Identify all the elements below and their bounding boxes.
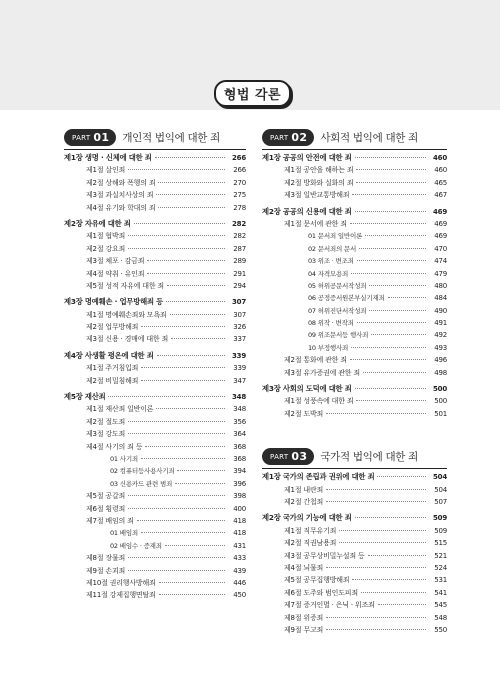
toc-entry-title: 제1절 내란죄 (284, 485, 324, 494)
toc-entry-title: 제7절 증거인멸 · 은닉 · 위조죄 (284, 601, 375, 610)
toc-entry-title: 제3절 일반교통방해죄 (284, 191, 350, 200)
toc-page-number: 480 (434, 281, 447, 290)
dot-leader (352, 579, 426, 580)
part-block (64, 128, 246, 603)
toc-page-number: 496 (434, 356, 447, 365)
toc-entry-title: 제3절 신용 · 경매에 대한 죄 (86, 335, 169, 344)
part-title: 개인적 법익에 대한 죄 (122, 132, 221, 144)
toc-section[interactable] (64, 590, 246, 602)
toc-entry-title: 제2장 공공의 신용에 대한 죄 (262, 206, 352, 216)
toc-entry-title: 08 위작 · 변작죄 (308, 319, 354, 328)
dot-leader (128, 495, 225, 496)
toc-section[interactable] (262, 485, 447, 497)
dot-leader (363, 372, 426, 373)
toc-page-number: 282 (233, 232, 246, 241)
toc-section[interactable] (262, 588, 447, 600)
toc-entry-title: 06 공정증서원본부실기재죄 (308, 294, 385, 303)
toc-entry-title: 제3절 강도죄 (86, 430, 126, 439)
dot-leader (141, 532, 225, 533)
dot-leader (355, 211, 426, 212)
toc-entry-title: 제1절 직무유기죄 (284, 526, 337, 535)
toc-entry-title: 제7절 배임의 죄 (86, 516, 134, 525)
toc-section[interactable] (64, 165, 246, 177)
toc-page-number: 266 (231, 154, 246, 162)
toc-page-number: 531 (434, 576, 447, 585)
dot-leader (350, 359, 426, 360)
toc-entry-title: 제8절 위증죄 (284, 613, 324, 622)
toc-entry-title: 제10절 권리행사방해죄 (86, 578, 156, 587)
toc-chapter[interactable] (262, 384, 447, 396)
dot-leader (159, 594, 225, 595)
toc-subsection[interactable] (262, 343, 447, 355)
dot-leader (128, 248, 225, 249)
toc-entry-title: 제2절 비밀침해죄 (86, 376, 139, 385)
toc-page-number: 545 (434, 601, 447, 610)
toc-chapter[interactable] (64, 153, 246, 165)
dot-leader (159, 582, 225, 583)
dot-leader (141, 380, 225, 381)
dot-leader (155, 157, 225, 158)
toc-entry-title: 02 문서죄의 문서 (308, 244, 357, 253)
toc-section[interactable] (64, 417, 246, 429)
toc-section[interactable] (262, 190, 447, 202)
dot-leader (137, 520, 225, 521)
toc-section[interactable] (262, 551, 447, 563)
part-number: 03 (291, 450, 308, 464)
toc-entry-title: 제2장 국가의 기능에 대한 죄 (262, 513, 352, 523)
part-block (262, 447, 447, 637)
toc-page-number: 469 (432, 207, 447, 216)
part-header (262, 128, 447, 147)
toc-entry-title: 제1장 국가의 존립과 권위에 대한 죄 (262, 472, 375, 482)
dot-leader (177, 470, 225, 471)
toc-chapter[interactable] (64, 351, 246, 363)
dot-leader (141, 367, 225, 368)
toc-page-number: 460 (434, 166, 447, 175)
toc-section[interactable] (64, 281, 246, 293)
toc-entry-title: 제8절 장물죄 (86, 554, 126, 563)
toc-entry-title: 제4절 사기의 죄 등 (86, 442, 143, 451)
toc-section[interactable] (64, 269, 246, 281)
toc-page-number: 491 (434, 319, 447, 328)
toc-page-number: 307 (231, 298, 246, 307)
toc-chapter[interactable] (262, 472, 447, 484)
dot-leader (156, 408, 225, 409)
toc-entry-title: 제5장 재산죄 (64, 392, 106, 402)
dot-leader (326, 413, 426, 414)
toc-entry-title: 제1절 공안을 해하는 죄 (284, 166, 354, 175)
toc-page-number: 418 (233, 529, 246, 538)
part-header (262, 447, 447, 466)
toc-entry-title: 제1절 명예훼손죄와 모욕죄 (86, 310, 167, 319)
toc-page-number: 337 (233, 335, 246, 344)
toc-entry-title: 제6절 도주와 범인도피죄 (284, 588, 358, 597)
dot-leader (128, 433, 225, 434)
dot-leader (158, 207, 225, 208)
toc-page-number: 287 (233, 244, 246, 253)
toc-entry-title: 제3절 유가증권에 관한 죄 (284, 368, 360, 377)
toc-page-number: 509 (434, 526, 447, 535)
toc-chapter[interactable] (262, 153, 447, 165)
toc-entry-title: 제6절 횡령죄 (86, 504, 126, 513)
part-title: 국가적 법익에 대한 죄 (320, 451, 419, 464)
dot-leader (365, 235, 426, 236)
toc-page-number: 400 (233, 504, 246, 513)
toc-entry-title: 04 자격모용죄 (308, 269, 349, 278)
toc-section[interactable] (64, 334, 246, 346)
toc-subsection[interactable] (64, 541, 246, 553)
toc-entry-title: 제3절 공무상비밀누설죄 등 (284, 551, 365, 560)
toc-page-number: 515 (434, 539, 447, 548)
toc-page-number: 541 (434, 588, 447, 597)
dot-leader (147, 273, 225, 274)
dot-leader (369, 285, 426, 286)
dot-leader (351, 347, 426, 348)
toc-page-number: 339 (233, 364, 246, 373)
dot-leader (371, 334, 426, 335)
toc-entry-title: 제3절 체포 · 감금죄 (86, 257, 145, 266)
dot-leader (355, 157, 426, 158)
toc-page-number: 484 (434, 294, 447, 303)
toc-entry-title: 02 배임수 · 증재죄 (110, 541, 162, 550)
dot-leader (356, 182, 426, 183)
dot-leader (158, 182, 225, 183)
dot-leader (108, 396, 225, 397)
toc-entry-title: 05 허위공문서작성죄 (308, 281, 367, 290)
toc-entry-title: 제2장 자유에 대한 죄 (64, 218, 131, 228)
toc-entry-title: 제2절 간첩죄 (284, 497, 324, 506)
toc-section[interactable] (262, 178, 447, 190)
dot-leader (357, 260, 426, 261)
toc-page-number: 493 (434, 343, 447, 352)
toc-page-number: 275 (233, 191, 246, 200)
toc-subsection[interactable] (262, 293, 447, 305)
toc-entry-title: 02 컴퓨터등사용사기죄 (110, 467, 175, 476)
toc-page-number: 460 (432, 154, 447, 162)
dot-leader (128, 570, 225, 571)
part-number: 01 (93, 131, 110, 144)
toc-page-number: 396 (233, 479, 246, 488)
toc-entry-title: 제5절 공무집행방해죄 (284, 576, 350, 585)
part-badge-prefix: PART (270, 452, 289, 461)
toc-page-number: 368 (233, 454, 246, 463)
toc-subsection[interactable] (262, 231, 447, 243)
dot-leader (165, 545, 225, 546)
toc-section[interactable] (262, 563, 447, 575)
toc-page-number: 474 (434, 257, 447, 266)
dot-leader (128, 421, 225, 422)
toc-section[interactable] (262, 165, 447, 177)
toc-page-number: 294 (233, 281, 246, 290)
toc-section[interactable] (64, 578, 246, 590)
toc-entry-title: 제1절 성풍속에 대한 죄 (284, 397, 354, 406)
toc-section[interactable] (64, 244, 246, 256)
dot-leader (326, 629, 426, 630)
toc-column-right (262, 128, 447, 637)
toc-page-number: 348 (231, 393, 246, 402)
toc-subsection[interactable] (262, 281, 447, 293)
dot-leader (361, 592, 426, 593)
toc-page-number: 398 (233, 492, 246, 501)
dot-leader (157, 355, 225, 356)
toc-section[interactable] (262, 613, 447, 625)
toc-entry-title: 제4장 사생활 평온에 대한 죄 (64, 350, 154, 360)
toc-entry-title: 제1장 생명 · 신체에 대한 죄 (64, 153, 152, 162)
dot-leader (141, 326, 225, 327)
toc-subsection[interactable] (262, 318, 447, 330)
toc-entry-title: 01 문서죄 일반이론 (308, 232, 363, 241)
toc-entry-title: 01 배임죄 (110, 529, 138, 538)
toc-entry-title: 제2절 강요죄 (86, 244, 126, 253)
toc-section[interactable] (262, 625, 447, 637)
toc-entry-title: 제1절 협박죄 (86, 232, 126, 241)
toc-page-number: 347 (233, 376, 246, 385)
toc-section[interactable] (64, 322, 246, 334)
toc-chapter[interactable] (64, 392, 246, 404)
page-title: 형법 각론 (214, 80, 291, 107)
dot-leader (368, 555, 427, 556)
toc-page-number: 470 (434, 244, 447, 253)
toc-entry-title: 제1절 주거침입죄 (86, 364, 139, 373)
dot-leader (156, 194, 225, 195)
toc-subsection[interactable] (262, 306, 447, 318)
toc-entry-title: 제1절 재산죄 일반이론 (86, 405, 154, 414)
toc-page-number: 278 (233, 203, 246, 212)
dot-leader (377, 476, 426, 477)
toc-section[interactable] (64, 491, 246, 503)
toc-entry-title: 제9절 무고죄 (284, 625, 324, 634)
toc-entry-title: 제2절 직권남용죄 (284, 539, 337, 548)
toc-page-number: 490 (434, 306, 447, 315)
toc-section[interactable] (262, 600, 447, 612)
dot-leader (369, 310, 426, 311)
toc-page-number: 289 (233, 257, 246, 266)
dot-leader (352, 194, 426, 195)
toc-section[interactable] (262, 538, 447, 550)
dot-leader (175, 483, 225, 484)
toc-column-left (64, 128, 246, 603)
toc-page-number: 282 (231, 219, 246, 228)
toc-entry-title: 제5절 성적 자유에 대한 죄 (86, 281, 164, 290)
toc-page-number: 394 (233, 467, 246, 476)
toc-page-number: 504 (432, 473, 447, 482)
dot-leader (356, 169, 426, 170)
toc-subsection[interactable] (262, 244, 447, 256)
toc-page-number: 364 (233, 430, 246, 439)
part-badge-prefix: PART (270, 133, 289, 142)
toc-page-number: 550 (434, 625, 447, 634)
toc-section[interactable] (262, 368, 447, 380)
toc-page-number: 431 (233, 541, 246, 550)
toc-page-number: 504 (434, 485, 447, 494)
toc-subsection[interactable] (64, 466, 246, 478)
toc-page-number: 307 (233, 310, 246, 319)
toc-page-number: 418 (233, 516, 246, 525)
toc-page-number: 521 (434, 551, 447, 560)
toc-page-number: 500 (432, 385, 447, 394)
dot-leader (128, 235, 225, 236)
part-badge-prefix: PART (72, 133, 91, 142)
toc-page-number: 507 (434, 497, 447, 506)
toc-page-number: 439 (233, 566, 246, 575)
toc-entry-title: 제2절 방화와 실화의 죄 (284, 178, 354, 187)
toc-entry-title: 제1절 살인죄 (86, 166, 126, 175)
dot-leader (326, 567, 426, 568)
dot-leader (378, 604, 426, 605)
toc-page-number: 339 (231, 351, 246, 360)
toc-entry-title: 제11절 강제집행면탈죄 (86, 591, 156, 600)
toc-page-number: 465 (434, 178, 447, 187)
dot-leader (350, 223, 426, 224)
toc-section[interactable] (262, 575, 447, 587)
toc-subsection[interactable] (262, 256, 447, 268)
toc-page-number: 524 (434, 563, 447, 572)
dot-leader (128, 557, 225, 558)
dot-leader (357, 322, 426, 323)
dot-leader (356, 400, 426, 401)
toc-entry-title: 제3장 사회의 도덕에 대한 죄 (262, 384, 352, 394)
dot-leader (171, 338, 225, 339)
toc-chapter[interactable] (64, 297, 246, 309)
toc-section[interactable] (64, 429, 246, 441)
dot-leader (141, 458, 225, 459)
toc-section[interactable] (64, 442, 246, 454)
dot-leader (167, 285, 225, 286)
dot-leader (351, 273, 426, 274)
toc-entry-title: 제2절 도박죄 (284, 409, 324, 418)
toc-entry-title: 제5절 공갈죄 (86, 492, 126, 501)
toc-page-number: 500 (434, 397, 447, 406)
part-title: 사회적 법익에 대한 죄 (320, 132, 419, 144)
part-badge (64, 129, 116, 146)
toc-section[interactable] (64, 231, 246, 243)
toc-section[interactable] (262, 396, 447, 408)
toc-page-number: 479 (434, 269, 447, 278)
toc-page-number: 291 (233, 269, 246, 278)
toc-section[interactable] (64, 553, 246, 565)
toc-subsection[interactable] (262, 330, 447, 342)
toc-entry-title: 제4절 뇌물죄 (284, 563, 324, 572)
toc-page-number: 501 (434, 409, 447, 418)
toc-entry-title: 제4절 약취 · 유인죄 (86, 269, 145, 278)
dot-leader (339, 530, 426, 531)
toc-page-number: 467 (434, 191, 447, 200)
toc-page-number: 433 (233, 554, 246, 563)
part-header (64, 128, 246, 147)
toc-subsection[interactable] (64, 479, 246, 491)
toc-entry-title: 03 신용카드 관련 범죄 (110, 479, 173, 488)
toc-subsection[interactable] (262, 269, 447, 281)
toc-page-number: 469 (434, 219, 447, 228)
part-badge (262, 129, 314, 146)
toc-section[interactable] (262, 219, 447, 231)
toc-chapter[interactable] (262, 513, 447, 525)
toc-entry-title: 제2절 절도죄 (86, 417, 126, 426)
toc-page-number: 548 (434, 613, 447, 622)
dot-leader (388, 297, 426, 298)
toc-section[interactable] (262, 355, 447, 367)
toc-section[interactable] (64, 404, 246, 416)
toc-chapter[interactable] (64, 219, 246, 231)
toc-entry-title: 제4절 유기와 학대의 죄 (86, 203, 156, 212)
dot-leader (355, 388, 426, 389)
toc-section[interactable] (64, 516, 246, 528)
toc-page-number: 348 (233, 405, 246, 414)
toc-subsection[interactable] (64, 528, 246, 540)
toc-entry-title: 제3절 과실치사상의 죄 (86, 191, 154, 200)
toc-entry-title: 제2절 통화에 관한 죄 (284, 356, 347, 365)
toc-page-number: 446 (233, 578, 246, 587)
toc-page-number: 368 (233, 442, 246, 451)
part-block (262, 128, 447, 421)
dot-leader (326, 489, 426, 490)
toc-entry-title: 제2절 상해와 폭행의 죄 (86, 178, 156, 187)
toc-section[interactable] (262, 526, 447, 538)
dot-leader (128, 508, 225, 509)
toc-page-number: 266 (233, 166, 246, 175)
toc-section[interactable] (64, 376, 246, 388)
part-number: 02 (291, 131, 308, 144)
toc-page-number: 270 (233, 178, 246, 187)
dot-leader (359, 248, 426, 249)
dot-leader (326, 501, 426, 502)
toc-section[interactable] (262, 409, 447, 421)
toc-entry-title: 제3장 명예훼손 · 업무방해죄 등 (64, 297, 163, 307)
dot-leader (128, 169, 225, 170)
toc-subsection[interactable] (64, 454, 246, 466)
dot-leader (145, 446, 225, 447)
toc-page-number: 469 (434, 232, 447, 241)
toc-entry-title: 09 위조문서등 행사죄 (308, 331, 369, 340)
toc-section[interactable] (64, 504, 246, 516)
part-badge (262, 448, 314, 465)
toc-section[interactable] (64, 256, 246, 268)
dot-leader (134, 223, 225, 224)
dot-leader (339, 542, 426, 543)
toc-page-number: 450 (233, 591, 246, 600)
toc-section[interactable] (64, 190, 246, 202)
toc-section[interactable] (64, 363, 246, 375)
toc-entry-title: 제2절 업무방해죄 (86, 323, 139, 332)
toc-section[interactable] (64, 178, 246, 190)
toc-page-number: 356 (233, 417, 246, 426)
toc-section[interactable] (64, 203, 246, 215)
toc-entry-title: 07 허위진단서작성죄 (308, 306, 367, 315)
dot-leader (147, 260, 225, 261)
dot-leader (326, 617, 426, 618)
toc-entry-title: 제9절 손괴죄 (86, 566, 126, 575)
toc-page-number: 498 (434, 368, 447, 377)
dot-leader (170, 314, 226, 315)
dot-leader (355, 517, 426, 518)
toc-chapter[interactable] (262, 207, 447, 219)
toc-section[interactable] (64, 566, 246, 578)
toc-page-number: 492 (434, 331, 447, 340)
dot-leader (166, 301, 225, 302)
toc-section[interactable] (64, 310, 246, 322)
toc-entry-title: 10 부정행사죄 (308, 343, 349, 352)
toc-entry-title: 제1장 공공의 안전에 대한 죄 (262, 153, 352, 162)
toc-page-number: 326 (233, 323, 246, 332)
toc-entry-title: 03 위조 · 변조죄 (308, 257, 354, 266)
toc-section[interactable] (262, 497, 447, 509)
toc-entry-title: 01 사기죄 (110, 454, 138, 463)
toc-entry-title: 제1절 문서에 관한 죄 (284, 219, 347, 228)
toc-page-number: 509 (432, 514, 447, 523)
